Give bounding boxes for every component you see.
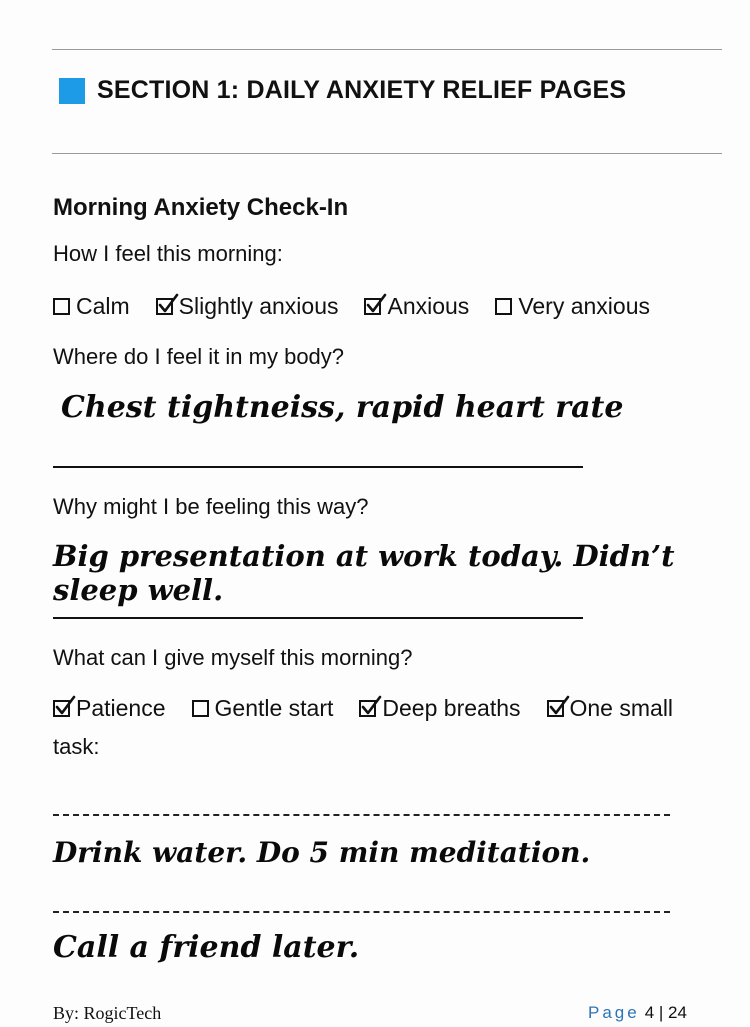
- dashed-separator: [53, 911, 670, 913]
- page-number: 4 | 24: [644, 1003, 687, 1022]
- give-options: [53, 695, 673, 722]
- checkbox-checked-icon[interactable]: [547, 700, 564, 717]
- question-give: What can I give myself this morning?: [53, 645, 413, 670]
- feel-option-calm[interactable]: [53, 293, 130, 320]
- feel-option-anxious[interactable]: [364, 293, 469, 320]
- feel-option-label: Calm: [76, 293, 130, 319]
- task-answer-2[interactable]: Call a friend later.: [53, 930, 360, 965]
- top-divider: [52, 49, 722, 50]
- give-option-label: One small: [569, 695, 674, 721]
- footer-author: By: RogicTech: [53, 1003, 162, 1023]
- feel-options: [53, 293, 650, 320]
- feel-option-slightly-anxious[interactable]: [156, 293, 339, 320]
- checkbox-checked-icon[interactable]: [156, 298, 173, 315]
- section-header: [59, 76, 626, 105]
- feel-option-label: Slightly anxious: [178, 293, 339, 319]
- checkin-heading: Morning Anxiety Check-In: [53, 194, 349, 221]
- give-option-patience[interactable]: [53, 695, 166, 722]
- give-option-label: Deep breaths: [382, 695, 521, 721]
- give-option-label: Patience: [76, 695, 166, 721]
- feel-option-very-anxious[interactable]: [495, 293, 650, 320]
- checkbox-checked-icon[interactable]: [364, 298, 381, 315]
- checkbox-checked-icon[interactable]: [359, 700, 376, 717]
- section-divider: [52, 153, 722, 154]
- section-square-icon: [59, 78, 85, 104]
- give-option-deep-breaths[interactable]: [359, 695, 520, 722]
- answer-why[interactable]: Big presentation at work today. Didn’t sleep well.: [53, 539, 675, 607]
- checkbox-empty-icon[interactable]: [192, 700, 209, 717]
- give-option-one-small[interactable]: [547, 695, 674, 722]
- section-title: SECTION 1: DAILY ANXIETY RELIEF PAGES: [97, 76, 627, 104]
- answer-underline: [53, 617, 583, 619]
- question-why: Why might I be feeling this way?: [53, 494, 369, 519]
- answer-body[interactable]: Chest tightneiss, rapid heart rate: [61, 390, 624, 425]
- give-option-gentle-start[interactable]: [192, 695, 334, 722]
- checkbox-empty-icon[interactable]: [495, 298, 512, 315]
- checkbox-checked-icon[interactable]: [53, 700, 70, 717]
- give-wrap-text: task:: [53, 734, 100, 759]
- task-answer-1[interactable]: Drink water. Do 5 min meditation.: [53, 836, 591, 869]
- feel-option-label: Very anxious: [518, 293, 651, 319]
- dashed-separator: [53, 814, 670, 816]
- question-feel: How I feel this morning:: [53, 241, 283, 266]
- footer-page: [588, 1003, 687, 1023]
- feel-option-label: Anxious: [387, 293, 470, 319]
- question-body: Where do I feel it in my body?: [53, 344, 345, 369]
- checkbox-empty-icon[interactable]: [53, 298, 70, 315]
- answer-underline: [53, 466, 583, 468]
- page-label: Page: [588, 1003, 640, 1022]
- give-option-label: Gentle start: [214, 695, 334, 721]
